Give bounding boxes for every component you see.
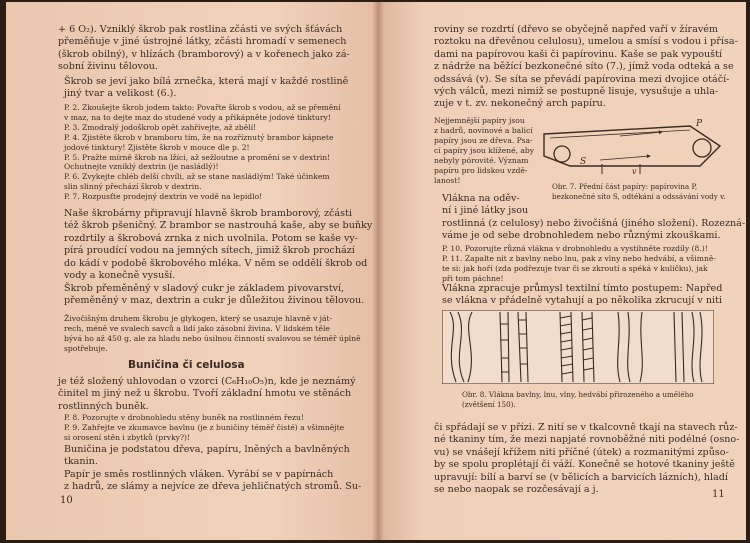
p6-line: tkanin.: [64, 456, 98, 468]
exp1-line: Ochutnejte vzniklý dextrin (je nasládlý)!: [64, 162, 219, 172]
p1-line: z nádrže na běžící bezkonečné síto (7.), jímž voda odteká a se: [434, 61, 734, 73]
p1-line: zuje v t. zv. nekonečný arch papíru.: [434, 98, 606, 110]
p1-line: + 6 O₂). Vzniklý škrob pak rostlina zčásti ve svých šťávách: [58, 24, 343, 35]
small1-line: rech, méně ve svalech savců a lidí jako zásobní živina. V lidském těle: [64, 323, 330, 333]
exp1-line: P. 5. Pražte mírně škrob na lžíci, až sežloutne a promění se v dextrin!: [64, 152, 331, 162]
exp1-line: P. 3. Zmodralý jodoškrob opět zahřívejte, až zbělí!: [64, 122, 257, 132]
p1-line: vých válců, mezi nimiž se postupně lisuje, vysušuje a uhla-: [434, 86, 719, 97]
p4-line: či spřádají se v přízi. Z nití se v tkalcovně tkají na stavech růz-: [434, 422, 738, 433]
p6-line: Buničina je podstatou dřeva, papíru, lněných a bavlněných: [64, 444, 350, 455]
p2-line: Vlákna na oděv-: [442, 193, 520, 204]
small1-line: spotřebuje.: [64, 343, 108, 353]
p3-line: pírá proudící vodou na jemných sítech, jimiž škrob prochází: [64, 245, 355, 257]
small1-line: bývá ho až 450 g, ale za hladu nebo úsilnou činností svalovou se téměř úplně: [64, 333, 361, 343]
page-number-line: 10: [60, 495, 73, 506]
p2-line: Škrob se jeví jako bílá zrnečka, která mají v každé rostlině: [64, 76, 349, 87]
p3-line: Naše škrobárny připravují hlavně škrob bramborový, zčásti: [64, 208, 352, 219]
p5-line: rostlinných buněk.: [58, 400, 149, 412]
p2-line: jiný tvar a velikost (6.).: [64, 88, 177, 100]
figure-8-fibres: [442, 310, 714, 384]
fig7-label-s: S: [580, 157, 587, 167]
side-line: Nejjemnější papíry jsou: [434, 116, 525, 125]
p7-line: z hadrů, ze slámy a nejvíce ze dřeva jehličnatých stromů. Su-: [64, 481, 362, 493]
fig7-label-v: v: [632, 167, 637, 176]
exp1-line: P. 7. Rozpusťte prodejný dextrin ve vodě na lepidlo!: [64, 192, 263, 202]
small1-line: Živočišným druhem škrobu je glykogen, který se usazuje hlavně v ját-: [64, 314, 333, 323]
p4-line: přeměněný v maz, dextrin a cukr je důležitou živinou tělovou.: [64, 295, 365, 307]
p3-line: rozdrtily a škrobová zrnka z nich uvolnila. Potom se kaše vy-: [64, 232, 359, 244]
caption7-line: bezkonečné síto S, odtékání a odssávání vody v.: [552, 191, 726, 201]
figure-7-paper-machine: [540, 116, 728, 176]
p1-line: dami na papírovou kaši či papírovinu. Kaše se pak vypouští: [434, 48, 723, 60]
p1-line: odssává (v). Se síta se převádí papírovina mezi dvojice otáčí-: [434, 73, 730, 85]
exp-line: P. 11. Zapalte nit z bavlny nebo lnu, pak z vlny nebo hedvábí, a všimně-: [442, 253, 716, 263]
right-page: [378, 2, 746, 540]
p7-line: Papír je směs rostlinných vláken. Vyrábí se v papírnách: [64, 469, 334, 480]
p4-line: se nebo naopak se rozčesávají a j.: [434, 484, 599, 495]
side-line: nebyly pórovité. Význam: [434, 156, 529, 165]
caption8-line: (zvětšení 150).: [462, 399, 516, 409]
p3-line: Vlákna zpracuje průmysl textilní tímto postupem: Napřed: [442, 283, 723, 294]
side-line: papíru pro lidskou vzdě-: [434, 166, 528, 175]
roller-left: [554, 146, 570, 162]
p3-line: vody a konečně vysuší.: [64, 270, 176, 281]
side-line: lanost!: [434, 176, 461, 185]
exp1-line: P. 6. Zvykejte chléb delší chvíli, až se stane nasládlým! Také účinkem: [64, 172, 330, 182]
exp-line: při tom páchne!: [442, 273, 504, 283]
p1-line: sobní živinu tělovou.: [58, 61, 158, 73]
p4-line: upravují: bílí a barví se (v bělicích a barvicích lázních), hladí: [434, 471, 728, 483]
p4-line: Škrob přeměněný v sladový cukr je základem pivovarství,: [64, 283, 345, 294]
p1-line: roviny se rozdrtí (dřevo se obyčejně napřed vaří v žíravém: [434, 24, 719, 35]
exp-line: P. 10. Pozorujte různá vlákna v drobnohledu a vystihněte rozdíly (8.)!: [442, 244, 708, 253]
exp1-line: jodové tinktury! Zjistěte škrob v mouce dle p. 2!: [64, 142, 250, 152]
p2-line: váme je od sebe drobnohledem nebo různými zkouškami.: [442, 230, 721, 242]
exp2-line: si orosení stěn i zbytků (prvky?)!: [64, 432, 191, 442]
fig7-label-p: P: [696, 119, 703, 129]
p4-line: né tkaniny tím, že mezi napjaté rovnoběžné niti podélné (osno-: [434, 434, 740, 446]
p1-line: roztoku na dřevěnou celulosu), umelou a smísí s vodou i přísa-: [434, 36, 738, 48]
p3-line: též škrob pšeničný. Z brambor se nastrouhá kaše, aby se buňky: [64, 220, 373, 232]
caption7-line: Obr. 7. Přední část papíry: papírovina P,: [552, 182, 698, 191]
p2-line: ní i jiné látky jsou: [442, 205, 529, 217]
exp1-line: slin slinný přechází škrob v dextrin.: [64, 182, 202, 192]
exp2-line: P. 9. Zahřejte ve zkumavce bavlnu (je z buničiny téměř čisté) a všimnějte: [64, 422, 345, 432]
side-line: z hadrů, novinové a balicí: [434, 126, 533, 135]
exp1-line: P. 2. Zkoušejte škrob jodem takto: Povařte škrob s vodou, až se přemění: [64, 103, 341, 112]
book-gutter: [372, 2, 384, 540]
p1-line: (škrob obilný), v hlízách (bramborový) a v kořenech jako zá-: [58, 48, 350, 60]
p4-line: by se spolu proplétají či váží. Konečně se hotové tkaniny ještě: [434, 459, 735, 471]
side-line: papíry jsou ze dřeva. Psa-: [434, 136, 533, 145]
p5-line: činitel m jiný než u škrobu. Tvoří základní hmotu ve stěnách: [58, 388, 352, 400]
caption8-line: Obr. 8. Vlákna bavlny, lnu, vlny, hedvábí přirozeného a umělého: [462, 390, 694, 399]
p3-line: do kádí v podobě škrobového mléka. V něm se oddělí škrob od: [64, 257, 368, 269]
exp1-line: v maz, na to dejte maz do studené vody a přikápněte jodové tinktury!: [64, 112, 331, 122]
side-line: cí papíry jsou klížené, aby: [434, 146, 535, 155]
roller-right: [693, 139, 711, 157]
exp2-line: P. 8. Pozorujte v drobnohledu stěny buněk na rostlinném řezu!: [64, 413, 304, 422]
p1-line: přeměňuje v jiné ústrojné látky, zčásti hromadí v semenech: [58, 36, 347, 48]
open-book: [6, 2, 746, 540]
heading-line: Buničina či celulosa: [128, 359, 245, 371]
page-number-line: 11: [712, 489, 725, 500]
p5-line: je též složený uhlovodan o vzorci (C₆H₁₀O₅)n, kde je neznámý: [58, 376, 356, 387]
p2-line: rostlinná (z celulosy) nebo živočišná (jiného složení). Rozezná-: [442, 217, 746, 229]
exp1-line: P. 4. Zjistěte škrob v bramboru tím, že na rozříznutý brambor kápnete: [64, 132, 334, 142]
left-page: [6, 2, 378, 540]
exp-line: te si: jak hoří (zda podřezuje tvar či se zkroutí a spéká v kuličku), jak: [442, 263, 708, 273]
p3-line: se vlákna v přádelně vytahují a po několika zkrucují v niti: [442, 295, 723, 307]
p4-line: vu) se vnášejí křížem niti příčné (útek) a rozmanitými způso-: [434, 446, 729, 458]
